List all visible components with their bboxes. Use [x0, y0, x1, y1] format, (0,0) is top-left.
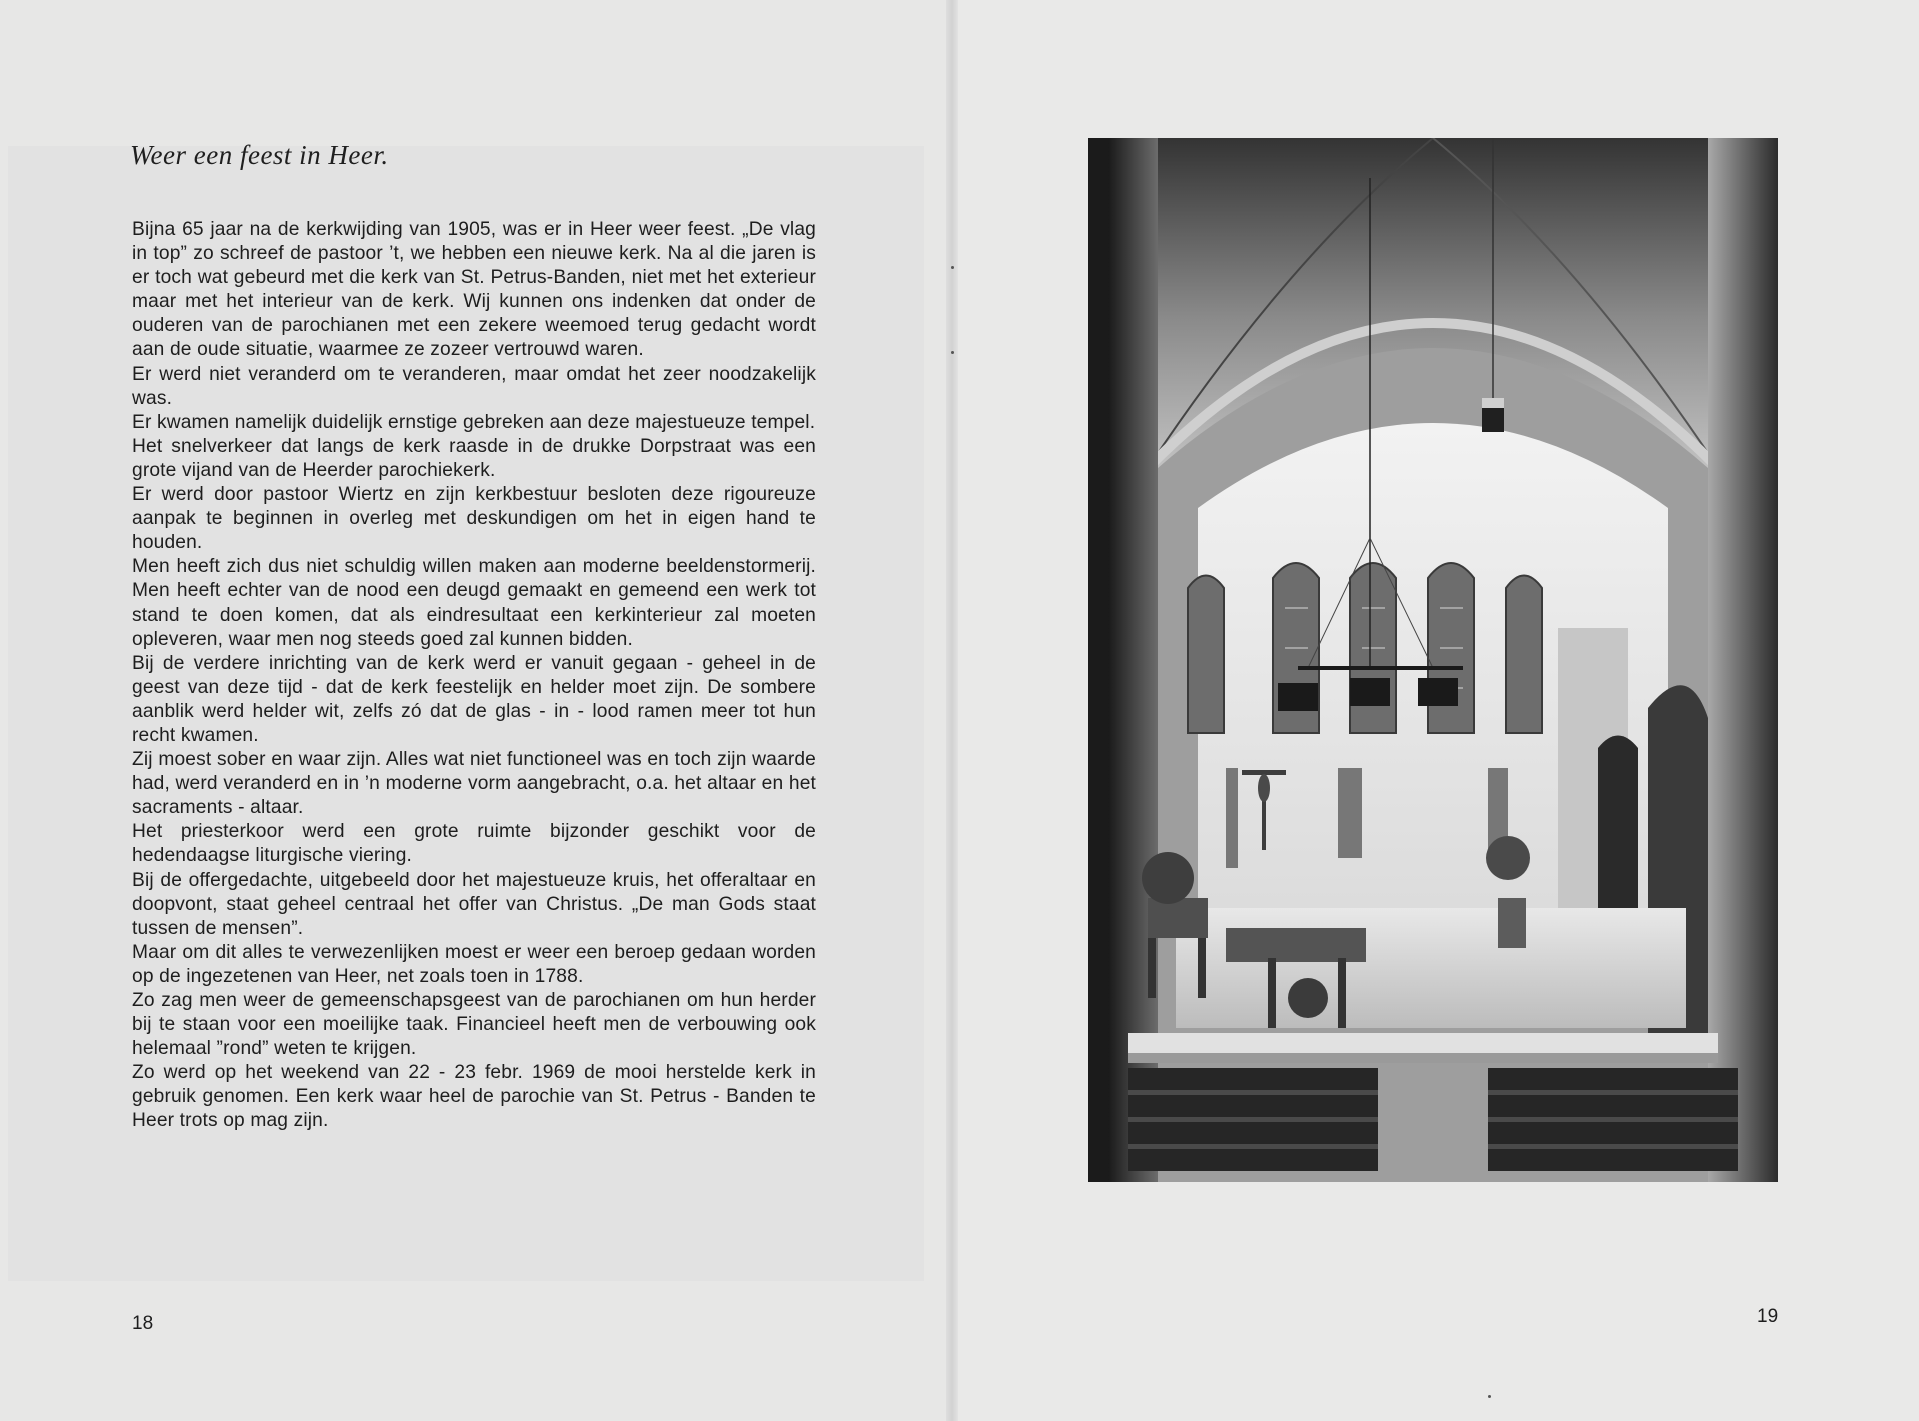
left-page	[0, 0, 952, 1421]
paragraph: Zij moest sober en waar zijn. Alles wat niet functioneel was en toch zijn waarde had, werd veranderd en in ’n moderne vorm aangebracht, o.a. het altaar en het sacraments - altaar.	[132, 749, 816, 819]
paragraph: Het snelverkeer dat langs de kerk raasde in de drukke Dorpstraat was een grote vijand van de Heerder parochiekerk.	[132, 435, 816, 481]
print-speck	[951, 266, 954, 269]
paragraph: Bij de verdere inrichting van de kerk werd er vanuit gegaan - geheel in de geest van deze tijd - dat de kerk feestelijk en helder moet zijn. De sombere aanblik werd helder wit, zelfs zó dat de glas - in - lood ramen meer tot hun recht kwamen.	[132, 652, 816, 746]
page-title: Weer een feest in Heer.	[130, 140, 389, 170]
paragraph: Er kwamen namelijk duidelijk ernstige gebreken aan deze majestueuze tempel.	[132, 411, 816, 433]
print-speck	[951, 351, 954, 354]
church-interior-photo	[1088, 138, 1778, 1182]
paragraph: Zo werd op het weekend van 22 - 23 febr. 1969 de mooi herstelde kerk in gebruik genomen. Een kerk waar heel de parochie van St. Petrus - Banden te Heer trots op mag zijn.	[132, 1062, 816, 1132]
paragraph: Zo zag men weer de gemeenschapsgeest van de parochianen om hun herder bij te staan voor een moeilijke taak. Financieel heeft men de verbouwing ook helemaal ”rond” weten te krijgen.	[132, 990, 816, 1060]
paragraph: Maar om dit alles te verwezenlijken moest er weer een beroep gedaan worden op de ingezetenen van Heer, net zoals toen in 1788.	[132, 941, 816, 987]
print-speck	[1488, 1395, 1491, 1398]
page-number: 18	[132, 1313, 154, 1334]
paragraph: Het priesterkoor werd een grote ruimte bijzonder geschikt voor de hedendaagse liturgische viering.	[132, 821, 816, 867]
book-gutter	[946, 0, 958, 1421]
paragraph: Er werd door pastoor Wiertz en zijn kerkbestuur besloten deze rigoureuze aanpak te beginnen in overleg met deskundigen om het in eigen hand te houden.	[132, 484, 816, 554]
paragraph: Er werd niet veranderd om te veranderen, maar omdat het zeer noodzakelijk was.	[132, 363, 816, 409]
paragraph: Men heeft zich dus niet schuldig willen maken aan moderne beeldenstormerij. Men heeft echter van de nood een deugd gemaakt en gemeend een werk tot stand te doen komen, dat als eindresultaat een kerkinterieur zal moeten opleveren, waar men nog steeds goed zal kunnen bidden.	[132, 556, 816, 650]
page-number: 19	[1757, 1306, 1779, 1327]
article-body	[132, 218, 816, 1134]
paragraph: Bij de offergedachte, uitgebeeld door het majestueuze kruis, het offeraltaar en doopvont, staat geheel centraal het offer van Christus. „De man Gods staat tussen de mensen”.	[132, 869, 816, 939]
paragraph: Bijna 65 jaar na de kerkwijding van 1905, was er in Heer weer feest. „De vlag in top” zo schreef de pastoor ’t, we hebben een nieuwe kerk. Na al die jaren is er toch wat gebeurd met die kerk van St. Petrus-Banden, niet met het exterieur maar met het interieur van de kerk. Wij kunnen ons indenken dat onder de ouderen van de parochianen met een zekere weemoed terug gedacht wordt aan de oude situatie, waarmee ze zozeer vertrouwd waren.	[132, 219, 816, 361]
